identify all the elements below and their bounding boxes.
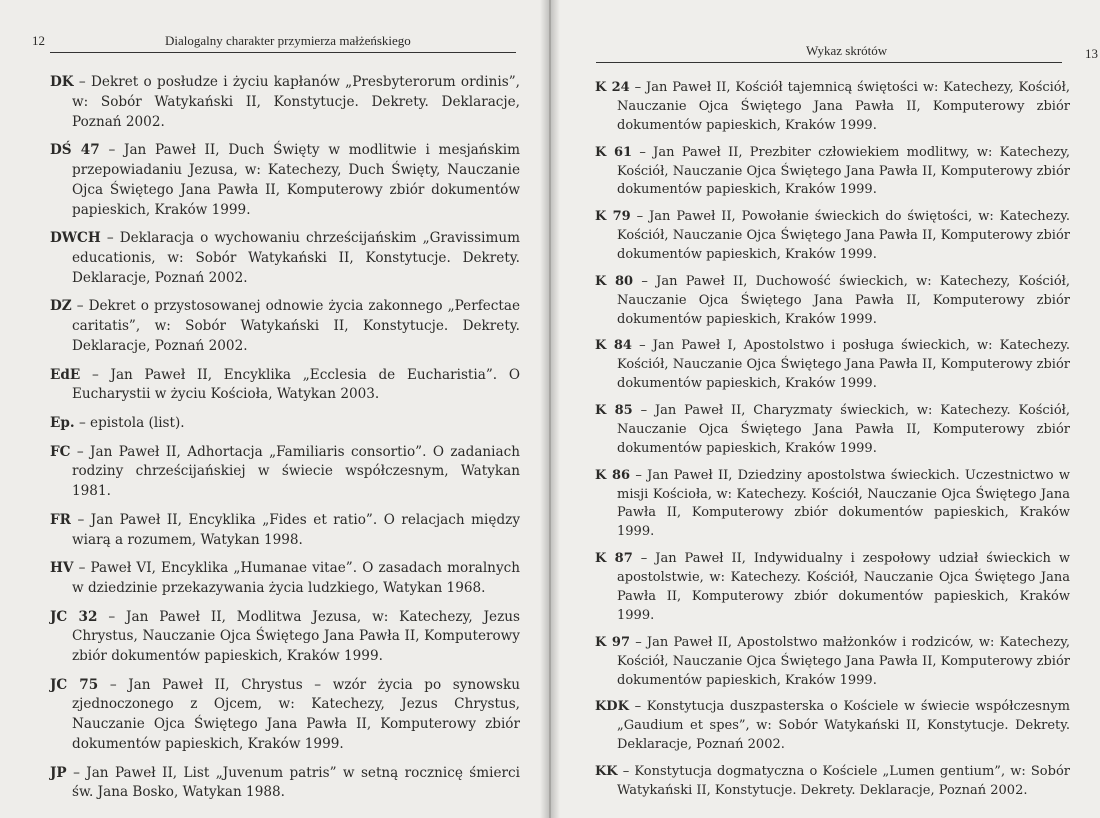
abbreviation-entry [50, 297, 520, 356]
running-title: Wykaz skrótów [806, 43, 888, 58]
abbreviation-entry [595, 402, 1070, 459]
abbreviation-description: – Jan Paweł II, Modlitwa Jezusa, w: Katechezy, Jezus Chrystus, Nauczanie Ojca Świętego Jana Pawła II, Komputerowy zbiór dokumentów papieskich, Kraków 1999. [72, 608, 520, 665]
abbreviation-description: – Jan Paweł II, Apostolstwo małżonków i rodziców, w: Katechezy, Kościół, Nauczanie Ojca Świętego Jana Pawła II, Komputerowy zbiór dokumentów papieskich, Kraków 1999. [617, 634, 1070, 688]
abbreviation: K 85 [595, 403, 633, 419]
abbreviation: HV [50, 560, 74, 577]
abbreviation-description: – Jan Paweł II, Indywidualny i zespołowy udział świeckich w apostolstwie, w: Katechezy. Kościół, Nauczanie Ojca Świętego Jana Pawła II, Komputerowy zbiór dokumentów papieskich, Kraków 1999. [617, 551, 1070, 623]
abbreviation-entry [50, 511, 520, 551]
abbreviation-description: – Jan Paweł II, Encyklika „Fides et ratio”. O relacjach między wiarą a rozumem, Watykan 1998. [72, 511, 520, 548]
page-number: 13 [1085, 46, 1098, 61]
abbreviation-entry [595, 698, 1070, 755]
abbreviation-entry [50, 764, 520, 804]
abbreviation: DWCH [50, 230, 101, 247]
abbreviation-description: – Jan Paweł II, Chrystus – wzór życia po synowsku zjednoczonego z Ojcem, w: Katechezy, Jezus Chrystus, Nauczanie Ojca Świętego Jana Pawła II, Komputerowy zbiór dokumentów papieskich, Kraków 1999. [72, 676, 521, 753]
abbreviation-description: – Deklaracja o wychowaniu chrześcijańskim „Gravissimum educationis, w: Sobór Watykański II, Konstytucje. Dekrety. Deklaracje, Poznań 2002. [72, 230, 521, 286]
abbreviation-entry [50, 559, 520, 599]
abbreviation-entry [595, 208, 1070, 265]
abbreviation-description: – Jan Paweł II, Duchowość świeckich, w: Katechezy, Kościół, Nauczanie Ojca Świętego Jana Pawła II, Komputerowy zbiór dokumentów papieskich, Kraków 1999. [617, 273, 1070, 327]
abbreviation: Ep. [50, 414, 75, 431]
abbreviation-entry [50, 443, 520, 502]
abbreviation-description: – Jan Paweł II, Dziedziny apostolstwa świeckich. Uczestnictwo w misji Kościoła, w: Katechezy. Kościół, Nauczanie Ojca Świętego Jana Pawła II, Komputerowy zbiór dokumentów papieskich, Kraków 1999. [617, 467, 1070, 540]
abbreviation-entry [50, 229, 520, 288]
abbreviation-entry [50, 608, 520, 667]
abbreviation-entry [595, 337, 1070, 394]
abbreviation-description: – Dekret o przystosowanej odnowie życia zakonnego „Perfectae caritatis”, w: Sobór Watykański II, Konstytucje. Dekrety. Deklaracje, Poznań 2002. [72, 298, 520, 354]
abbreviation: DZ [50, 298, 72, 315]
abbreviation: KDK [595, 699, 629, 715]
abbreviation-entry [50, 366, 520, 406]
abbreviation: K 86 [595, 467, 631, 483]
abbreviation-entry [595, 634, 1070, 691]
right-page-header [596, 30, 1098, 61]
abbreviation: K 79 [595, 209, 631, 225]
abbreviation-entry [595, 144, 1070, 201]
abbreviation-description: – Jan Paweł II, List „Juvenum patris” w setną rocznicę śmierci św. Jana Bosko, Watykan 1988. [72, 764, 521, 801]
header-rule [50, 52, 516, 53]
abbreviation-description: – Paweł VI, Encyklika „Humanae vitae”. O zasadach moralnych w dziedzinie przekazywania życia ludzkiego, Watykan 1968. [72, 560, 520, 596]
abbreviation-description: – Jan Paweł I, Apostolstwo i posługa świeckich, w: Katechezy. Kościół, Nauczanie Ojca Świętego Jana Pawła II, Komputerowy zbiór dokumentów papieskich, Kraków 1999. [617, 338, 1070, 392]
abbreviation-entry [595, 467, 1070, 543]
abbreviation: K 97 [595, 634, 630, 650]
abbreviation: K 87 [595, 551, 633, 567]
abbreviation-description: – epistola (list). [78, 414, 185, 431]
abbreviation-entry [595, 763, 1070, 801]
abbreviation-description: – Jan Paweł II, Duch Święty w modlitwie i mesjańskim przepowiadaniu Jezusa, w: Katechezy, Duch Święty, Nauczanie Ojca Świętego Jana Pawła II, Komputerowy zbiór dokumentów papieskich, Kraków 1999. [72, 142, 520, 218]
abbreviation: K 24 [595, 80, 630, 95]
abbreviation-entry [50, 414, 520, 434]
abbreviation: DŚ 47 [50, 142, 100, 159]
abbreviation-entry [50, 141, 520, 220]
abbreviation: KK [595, 763, 618, 779]
right-page [551, 0, 1100, 818]
abbreviation: FC [50, 443, 71, 460]
left-page-header [32, 30, 514, 50]
abbreviation: DK [50, 74, 74, 90]
abbreviation: EdE [50, 366, 81, 383]
book-gutter [540, 0, 560, 818]
abbreviation: K 80 [595, 273, 634, 289]
abbreviation-description: – Jan Paweł II, Prezbiter człowiekiem modlitwy, w: Katechezy, Kościół, Nauczanie Ojca Świętego Jana Pawła II, Komputerowy zbiór dokumentów papieskich, Kraków 1999. [617, 144, 1070, 198]
running-title: Dialogalny charakter przymierza małżeńskiego [165, 33, 411, 48]
abbreviation: JP [50, 764, 67, 781]
abbreviation-entry [50, 73, 520, 132]
abbreviation-description: – Jan Paweł II, Powołanie świeckich do świętości, w: Katechezy. Kościół, Nauczanie Ojca Świętego Jana Pawła II, Komputerowy zbiór dokumentów papieskich, Kraków 1999. [617, 209, 1070, 263]
abbreviation: JC 75 [50, 676, 99, 693]
abbreviation-entry [595, 273, 1070, 330]
abbreviation-list [595, 79, 1070, 809]
abbreviation-description: – Konstytucja dogmatyczna o Kościele „Lumen gentium”, w: Sobór Watykański II, Konstytucje. Dekrety. Deklaracje, Poznań 2002. [617, 763, 1070, 798]
abbreviation: JC 32 [50, 608, 98, 625]
abbreviation-description: – Konstytucja duszpasterska o Kościele w świecie współczesnym „Gaudium et spes”, w: Sobór Watykański II, Konstytucje. Dekrety. Deklaracje, Poznań 2002. [617, 699, 1070, 753]
abbreviation-description: – Jan Paweł II, Adhortacja „Familiaris consortio”. O zadaniach rodziny chrześcijańskiej w świecie współczesnym, Watykan 1981. [72, 443, 520, 500]
abbreviation: K 84 [595, 338, 632, 354]
abbreviation-entry [595, 550, 1070, 626]
abbreviation-description: – Jan Paweł II, Charyzmaty świeckich, w: Katechezy. Kościół, Nauczanie Ojca Świętego Jana Pawła II, Komputerowy zbiór dokumentów papieskich, Kraków 1999. [617, 403, 1070, 456]
page-number: 12 [32, 33, 45, 48]
abbreviation: K 61 [595, 144, 633, 160]
abbreviation-list [50, 73, 520, 812]
left-page [0, 0, 549, 818]
abbreviation-entry [50, 676, 520, 755]
abbreviation-description: – Jan Paweł II, Encyklika „Ecclesia de Eucharistia”. O Eucharystii w życiu Kościoła, Watykan 2003. [72, 366, 520, 403]
abbreviation: FR [50, 511, 71, 528]
abbreviation-description: – Dekret o posłudze i życiu kapłanów „Presbyterorum ordinis”, w: Sobór Watykański II, Konstytucje. Dekrety. Deklaracje, Poznań 2002. [72, 74, 520, 130]
abbreviation-description: – Jan Paweł II, Kościół tajemnicą świętości w: Katechezy, Kościół, Nauczanie Ojca Świętego Jana Pawła II, Komputerowy zbiór dokumentów papieskich, Kraków 1999. [617, 80, 1070, 133]
abbreviation-entry [595, 79, 1070, 136]
header-rule [596, 62, 1062, 63]
